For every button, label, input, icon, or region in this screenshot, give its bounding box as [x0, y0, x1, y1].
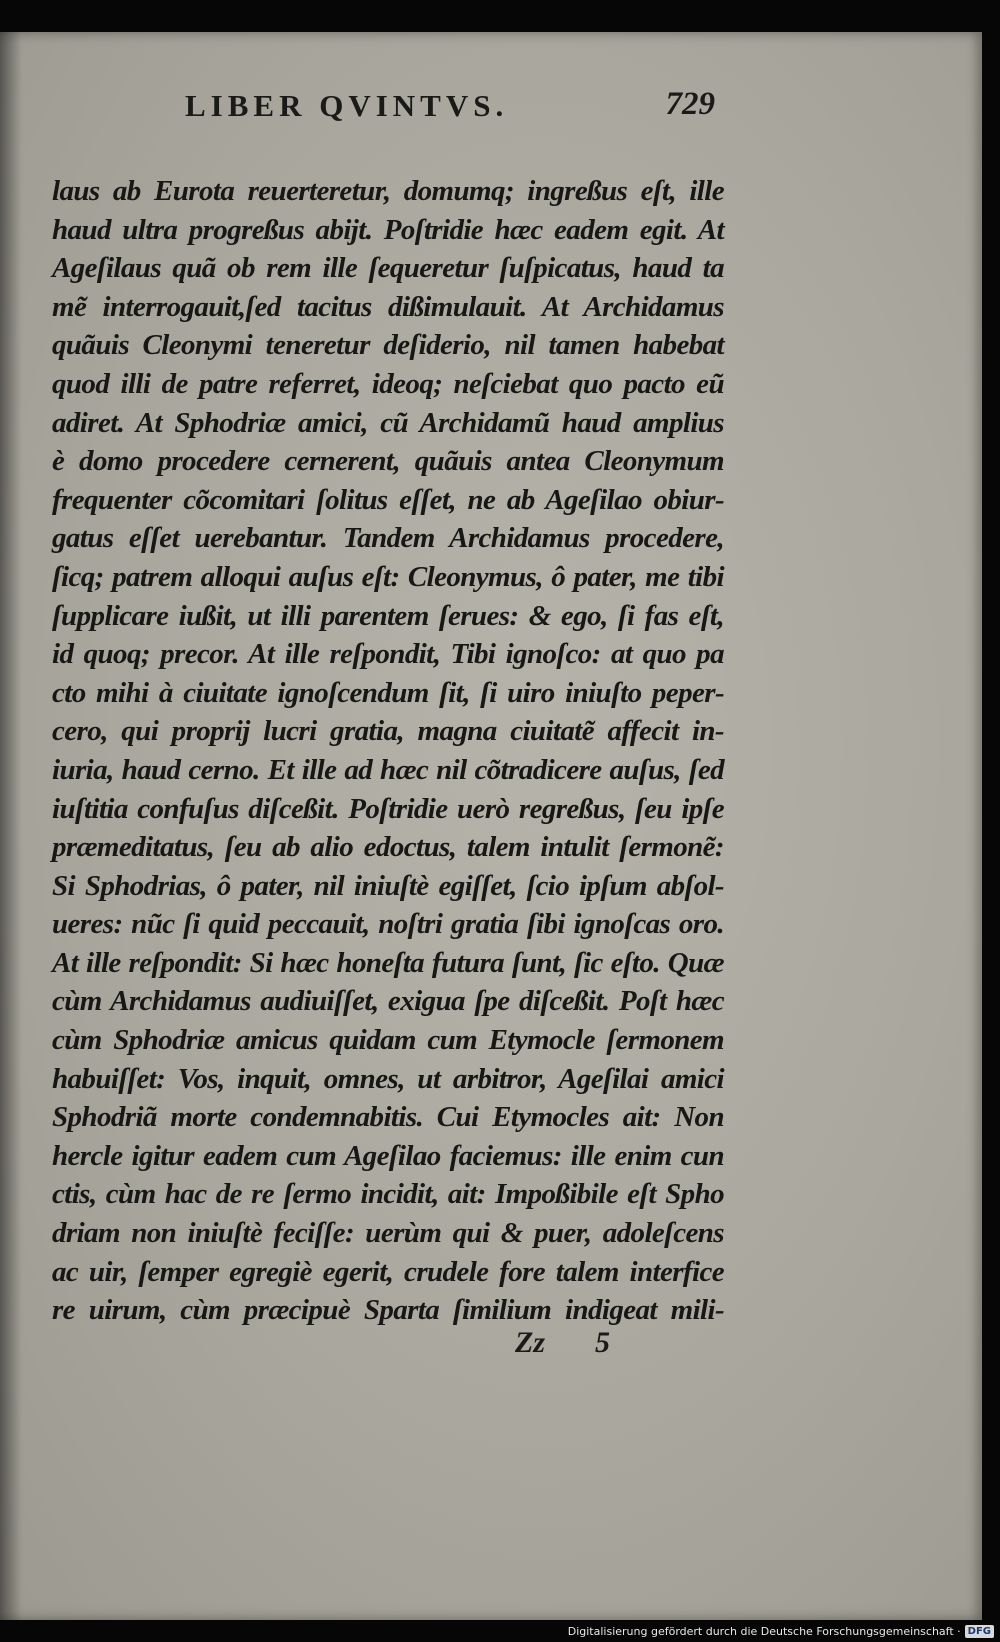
gutter-shadow: [0, 32, 22, 1620]
dfg-logo: DFG: [965, 1625, 994, 1638]
text-line: habuiſſet: Vos, inquit, omnes, ut arbitror, Ageſilai amici: [52, 1062, 724, 1095]
signature-mark: [515, 1326, 660, 1360]
text-line: adiret. At Sphodriæ amici, cũ Archidamũ haud amplius: [52, 406, 724, 439]
body-text: [52, 172, 724, 1330]
text-line: haud ultra progreßus abijt. Poſtridie hæc eadem egit. At: [52, 213, 724, 246]
text-line: iuſtitia confuſus diſceßit. Poſtridie uerò regreßus, ſeu ipſe: [52, 792, 724, 825]
text-line: id quoq; precor. At ille reſpondit, Tibi ignoſco: at quo pa: [52, 638, 724, 671]
text-line: cto mihi à ciuitate ignoſcendum ſit, ſi uiro iniuſto peper-: [52, 676, 724, 709]
text-line: laus ab Eurota reuerteretur, domumq; ingreßus eſt, ille: [52, 175, 724, 207]
text-line: quod illi de patre referret, ideoq; neſciebat quo pacto eũ: [52, 367, 724, 400]
book-page: [0, 32, 982, 1620]
digitization-notice: Digitalisierung gefördert durch die Deutsche Forschungsgemeinschaft ·: [567, 1624, 961, 1638]
text-line: præmeditatus, ſeu ab alio edoctus, talem intulit ſermonẽ:: [52, 831, 724, 864]
digitization-footer: [568, 1622, 994, 1640]
text-line: mẽ interrogauit,ſed tacitus dißimulauit. At Archidamus: [52, 290, 724, 323]
page-number: 729: [665, 86, 715, 122]
running-head: LIBER QVINTVS.: [185, 88, 509, 123]
text-line: iuria, haud cerno. Et ille ad hæc nil cõtradicere auſus, ſed: [52, 753, 724, 786]
text-line: quãuis Cleonymi teneretur deſiderio, nil tamen habebat: [52, 329, 724, 362]
text-line: cùm Sphodriæ amicus quidam cum Etymocle ſermonem: [52, 1024, 724, 1057]
text-line: frequenter cõcomitari ſolitus eſſet, ne ab Ageſilao obiur-: [52, 483, 724, 516]
text-line: cero, qui proprij lucri gratia, magna ciuitatẽ affecit in-: [52, 715, 724, 748]
signature-letters: Zz: [515, 1326, 545, 1359]
page-header: [175, 88, 715, 138]
text-line: Ageſilaus quã ob rem ille ſequeretur ſuſpicatus, haud ta: [52, 252, 724, 285]
text-line: re uirum, cùm præcipuè Sparta ſimilium indigeat mili-: [52, 1294, 724, 1327]
text-line: gatus eſſet uerebantur. Tandem Archidamus procedere,: [52, 522, 724, 555]
text-line: ac uir, ſemper egregiè egerit, crudele fore talem interfice: [52, 1255, 724, 1288]
signature-number: 5: [595, 1326, 610, 1359]
text-line: hercle igitur eadem cum Ageſilao faciemus: ille enim cun: [52, 1139, 724, 1172]
text-line: cùm Archidamus audiuiſſet, exigua ſpe diſceßit. Poſt hæc: [52, 985, 724, 1018]
text-line: driam non iniuſtè feciſſe: uerùm qui & puer, adoleſcens: [52, 1217, 724, 1250]
text-line: ueres: nũc ſi quid peccauit, noſtri gratia ſibi ignoſcas oro.: [52, 908, 724, 941]
text-line: Si Sphodrias, ô pater, nil iniuſtè egiſſet, ſcio ipſum abſol-: [52, 869, 724, 902]
text-line: Sphodriã morte condemnabitis. Cui Etymocles ait: Non: [52, 1101, 724, 1134]
text-line: ſupplicare iußit, ut illi parentem ſerues: & ego, ſi fas eſt,: [52, 599, 724, 632]
text-line: At ille reſpondit: Si hæc honeſta futura ſunt, ſic eſto. Quæ: [52, 946, 724, 979]
text-line: ſicq; patrem alloqui auſus eſt: Cleonymus, ô pater, me tibi: [52, 560, 724, 593]
text-line: è domo procedere cernerent, quãuis antea Cleonymum: [52, 445, 724, 478]
text-line: ctis, cùm hac de re ſermo incidit, ait: Impoßibile eſt Spho: [52, 1178, 724, 1211]
